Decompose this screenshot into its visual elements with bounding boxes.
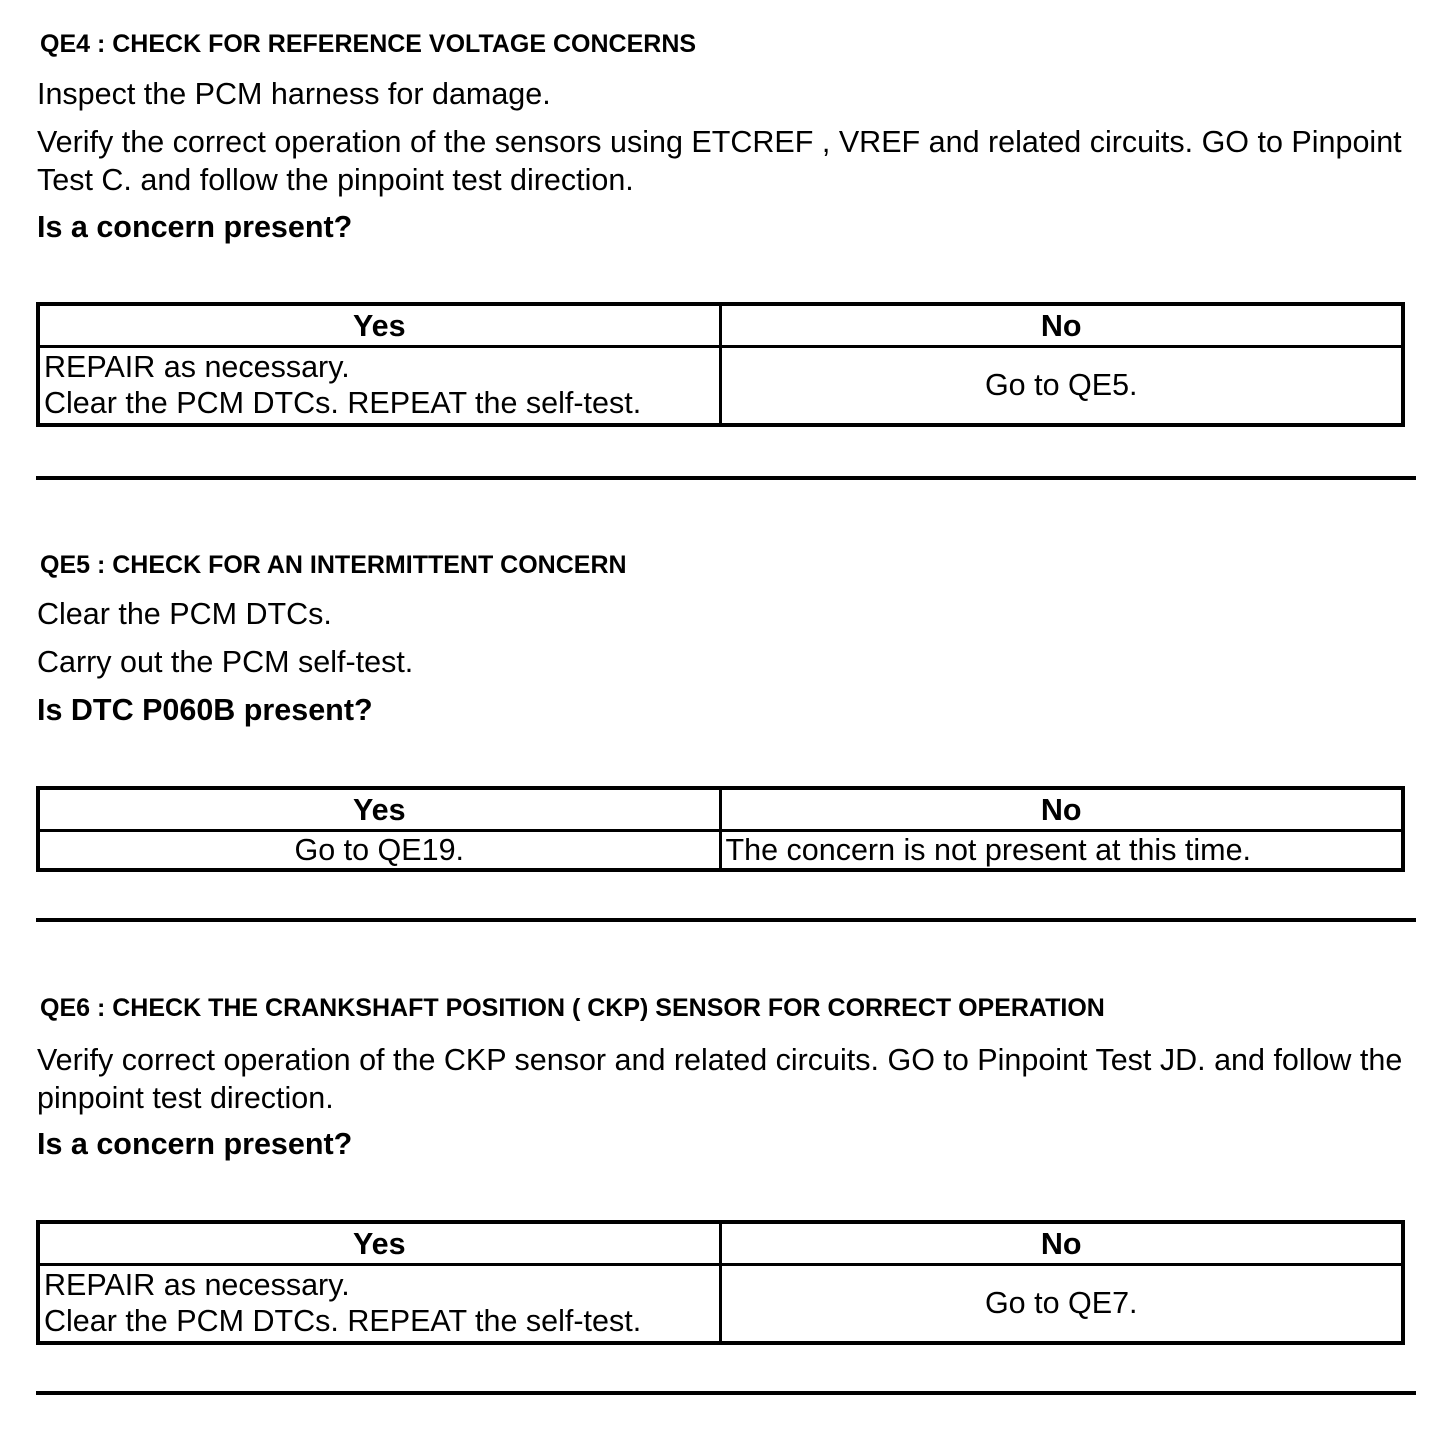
section-title-qe6: QE6 : CHECK THE CRANKSHAFT POSITION ( CKP) SENSOR FOR CORRECT OPERATION xyxy=(40,994,1105,1022)
yes-no-table-qe6 xyxy=(36,1220,1405,1345)
section-title-qe5: QE5 : CHECK FOR AN INTERMITTENT CONCERN xyxy=(40,551,627,579)
yes-cell-line: REPAIR as necessary. xyxy=(44,1268,350,1303)
section-title-qe4: QE4 : CHECK FOR REFERENCE VOLTAGE CONCERNS xyxy=(40,30,697,58)
instruction-text: Clear the PCM DTCs. xyxy=(37,597,332,631)
section-divider xyxy=(36,918,1416,922)
yes-cell: Go to QE19. xyxy=(38,831,720,871)
instruction-text: Carry out the PCM self-test. xyxy=(37,645,414,679)
yes-cell xyxy=(38,1265,720,1343)
yes-header: Yes xyxy=(38,1222,720,1265)
yes-cell-line: REPAIR as necessary. xyxy=(44,350,350,385)
no-header: No xyxy=(720,1222,1403,1265)
yes-cell-line: Clear the PCM DTCs. REPEAT the self-test. xyxy=(44,386,642,421)
yes-header: Yes xyxy=(38,788,720,831)
section-divider xyxy=(36,476,1416,480)
yes-cell xyxy=(38,347,720,425)
yes-header: Yes xyxy=(38,304,720,347)
question-text: Is a concern present? xyxy=(37,1127,353,1161)
instruction-text: Verify correct operation of the CKP sensor and related circuits. GO to Pinpoint Test JD. and follow the pinpoint test direction. xyxy=(37,1043,1403,1115)
yes-cell-line: Clear the PCM DTCs. REPEAT the self-test. xyxy=(44,1304,642,1339)
no-header: No xyxy=(720,304,1403,347)
no-cell: Go to QE7. xyxy=(720,1265,1403,1343)
instruction-text: Inspect the PCM harness for damage. xyxy=(37,77,551,111)
instruction-text: Verify the correct operation of the sensors using ETCREF , VREF and related circuits. GO to Pinpoint Test C. and follow the pinpoint test direction. xyxy=(37,125,1402,197)
yes-no-table-qe5 xyxy=(36,786,1405,872)
section-divider xyxy=(36,1391,1416,1395)
question-text: Is DTC P060B present? xyxy=(37,693,373,727)
no-cell: Go to QE5. xyxy=(720,347,1403,425)
no-header: No xyxy=(720,788,1403,831)
question-text: Is a concern present? xyxy=(37,210,353,244)
no-cell: The concern is not present at this time. xyxy=(720,831,1403,871)
yes-no-table-qe4 xyxy=(36,302,1405,427)
